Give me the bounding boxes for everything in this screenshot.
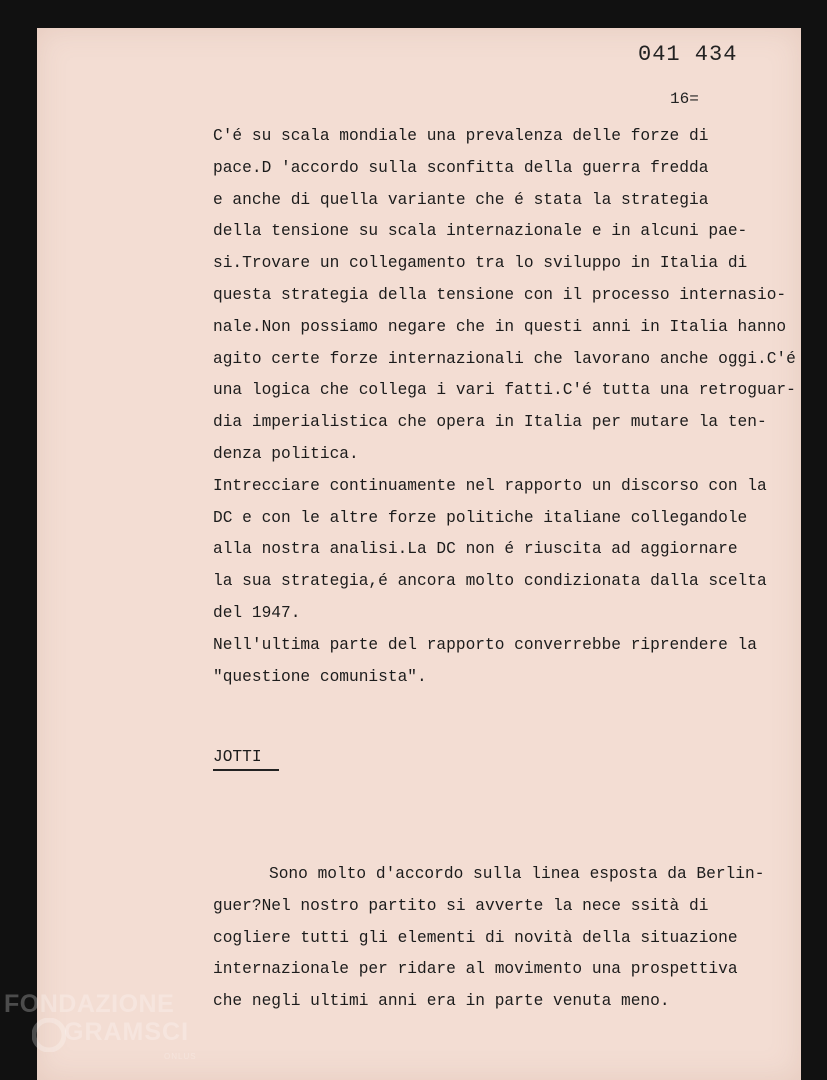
- paragraph-2: [213, 859, 793, 1018]
- text-line: agito certe forze internazionali che lavorano anche oggi.C'é: [213, 349, 796, 368]
- watermark-line1: FONDAZIONE: [4, 990, 175, 1018]
- paragraph-1: [213, 121, 796, 693]
- document-number: 041 434: [638, 42, 738, 67]
- fondazione-gramsci-watermark: [4, 990, 204, 1070]
- speaker-underline: [213, 769, 279, 771]
- speaker-name: JOTTI: [213, 748, 262, 766]
- text-line: della tensione su scala internazionale e in alcuni pae-: [213, 222, 748, 241]
- text-line: pace.D 'accordo sulla sconfitta della guerra fredda: [213, 158, 709, 177]
- text-line: si.Trovare un collegamento tra lo sviluppo in Italia di: [213, 254, 748, 273]
- text-line: internazionale per ridare al movimento una prospettiva: [213, 960, 738, 979]
- text-line: guer?Nel nostro partito si avverte la nece ssità di: [213, 896, 709, 915]
- text-line: alla nostra analisi.La DC non é riuscita ad aggiornare: [213, 540, 738, 559]
- text-line: Sono molto d'accordo sulla linea esposta da Berlin-: [269, 865, 765, 883]
- text-line: "questione comunista".: [213, 667, 427, 686]
- page-number: 16=: [670, 90, 699, 108]
- text-line: Intrecciare continuamente nel rapporto un discorso con la: [213, 476, 767, 495]
- text-line: una logica che collega i vari fatti.C'é tutta una retroguar-: [213, 381, 796, 400]
- text-line: C'é su scala mondiale una prevalenza delle forze di: [213, 127, 709, 145]
- text-line: Nell'ultima parte del rapporto converrebbe riprendere la: [213, 635, 757, 654]
- text-line: del 1947.: [213, 603, 301, 622]
- gramsci-logo-icon: [32, 1018, 66, 1052]
- watermark-line2: GRAMSCI: [64, 1018, 190, 1046]
- text-line: nale.Non possiamo negare che in questi anni in Italia hanno: [213, 317, 787, 336]
- text-line: e anche di quella variante che é stata la strategia: [213, 190, 709, 209]
- text-line: cogliere tutti gli elementi di novità della situazione: [213, 928, 738, 947]
- text-line: questa strategia della tensione con il processo internasio-: [213, 285, 787, 304]
- text-line: DC e con le altre forze politiche italiane collegandole: [213, 508, 748, 527]
- text-line: che negli ultimi anni era in parte venuta meno.: [213, 992, 670, 1011]
- text-line: denza politica.: [213, 444, 359, 463]
- text-line: la sua strategia,é ancora molto condizionata dalla scelta: [213, 572, 767, 591]
- watermark-line3: ONLUS: [164, 1052, 197, 1061]
- text-line: dia imperialistica che opera in Italia per mutare la ten-: [213, 413, 767, 432]
